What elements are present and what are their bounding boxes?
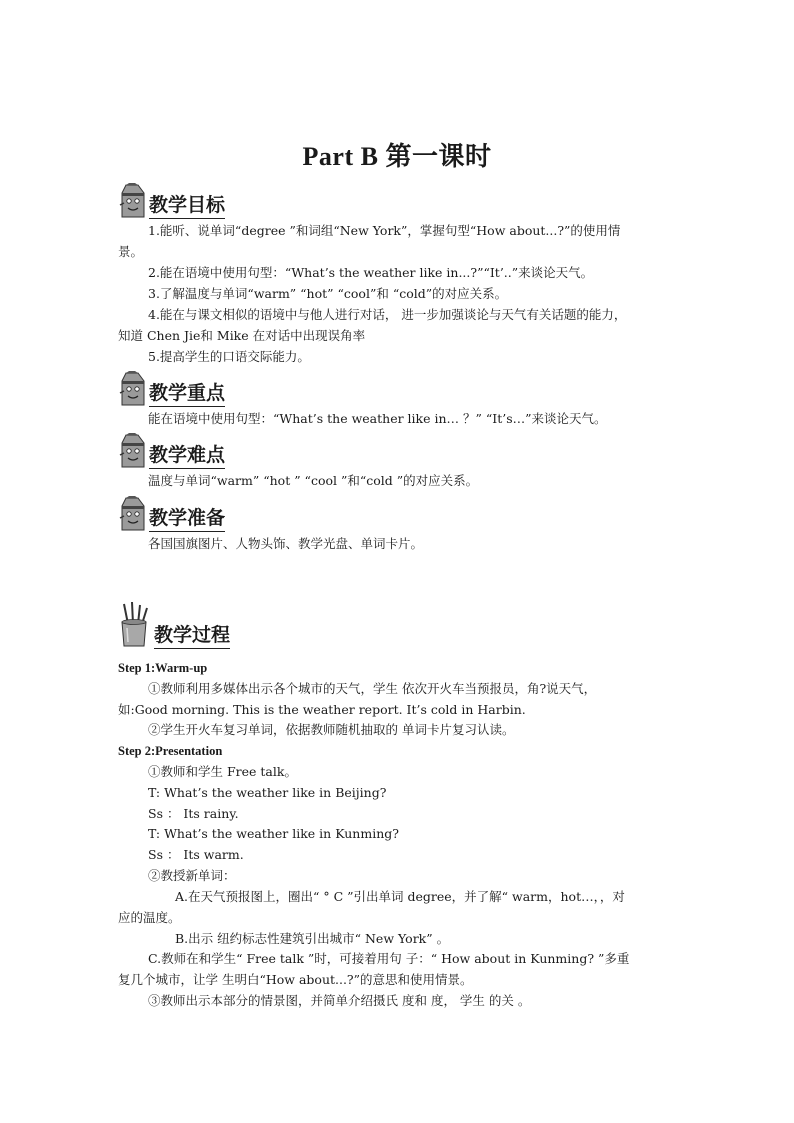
pencil-mascot-icon [118,433,148,469]
pencil-cup-icon [118,602,150,648]
process-line: ②学生开火车复习单词，依据教师随机抽取的 单词卡片复习认读。 [148,722,515,737]
preparation-line: 各国国旗图片、人物头饰、教学光盘、单词卡片。 [148,536,424,551]
process-line: ②教授新单词： [148,868,236,883]
objective-line: 2.能在语境中使用句型：“What’s the weather like in...?”“It’..”来谈论天气。 [148,265,594,280]
section-title: 教学目标 [149,190,225,219]
process-line: T: What’s the weather like in Beijing? [148,785,387,800]
step-heading: Step 2:Presentation [118,744,223,758]
objective-line: 3.了解温度与单词“warm” “hot” “cool”和 “cold”的对应关系。 [148,286,508,301]
process-line: 复几个城市，让学 生明白“How about...?”的意思和使用情景。 [118,972,473,987]
keypoint-line: 能在语境中使用句型：“What’s the weather like in… ？” “It’s…”来谈论天气。 [148,411,607,426]
process-line: C.教师在和学生“ Free talk ”时，可接着用句 子：“ How about in Kunming? ”多重 [148,951,630,966]
pencil-mascot-icon [118,371,148,407]
process-line: B.出示 纽约标志性建筑引出城市“ New York” 。 [175,931,450,946]
objective-line: 4.能在与课文相似的语境中与他人进行对话， 进一步加强谈论与天气有关话题的能力， [148,307,627,322]
process-line: 应的温度。 [118,910,181,925]
objective-line: 1.能听、说单词“degree ”和词组“New York”，掌握句型“How about...?”的使用情 [148,223,621,238]
process-line: ①教师和学生 Free talk。 [148,764,297,779]
pencil-mascot-icon [118,496,148,532]
page-title: Part B 第一课时 [302,142,492,171]
process-line: Ss ： Its warm. [148,847,244,862]
objective-line: 景。 [118,244,144,259]
difficulty-line: 温度与单词“warm” “hot ” “cool ”和“cold ”的对应关系。 [148,473,479,488]
process-line: T: What’s the weather like in Kunming? [148,826,399,841]
process-line: ①教师利用多媒体出示各个城市的天气，学生 依次开火车当预报员，角?说天气， [148,681,597,696]
section-title: 教学重点 [149,378,225,407]
process-line: A.在天气预报图上，圈出“ ° C ”引出单词 degree，并了解“ warm，hot…，，对 [175,889,625,904]
step-heading: Step 1:Warm-up [118,661,208,675]
section-title: 教学难点 [149,440,225,469]
pencil-mascot-icon [118,183,148,219]
section-title: 教学过程 [154,620,230,649]
objective-line: 知道 Chen Jie和 Mike 在对话中出现误角率 [118,328,366,343]
process-line: 如:Good morning. This is the weather report. It’s cold in Harbin. [118,702,526,717]
section-title: 教学准备 [149,503,225,532]
process-line: ③教师出示本部分的情景图，并简单介绍摄氏 度和 度， 学生 的关 。 [148,993,531,1008]
objective-line: 5.提高学生的口语交际能力。 [148,349,310,364]
process-line: Ss ： Its rainy. [148,806,239,821]
